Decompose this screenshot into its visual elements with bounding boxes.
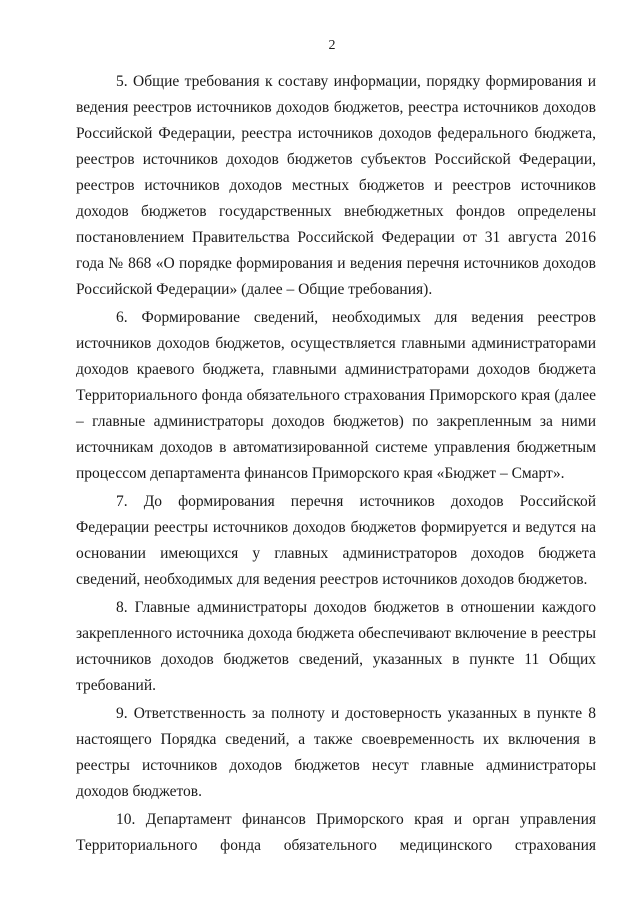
- paragraph-7: 7. До формирования перечня источников доходов Российской Федерации реестры источников доходов бюджетов формируется и ведутся на основании имеющихся у главных администраторов доходов бюджета сведений, необходимых для ведения реестров источников доходов бюджетов.: [76, 493, 596, 588]
- paragraph-10: 10. Департамент финансов Приморского края и орган управления Территориального фонда обязательного медицинского страхования: [76, 811, 596, 854]
- paragraph-8: 8. Главные администраторы доходов бюджетов в отношении каждого закрепленного источника дохода бюджета обеспечивают включение в реестры источников доходов бюджетов сведений, указанных в пункте 11 Общих требований.: [76, 599, 596, 694]
- paragraph-6: 6. Формирование сведений, необходимых для ведения реестров источников доходов бюджетов, осуществляется главными администраторами доходов краевого бюджета, главными администраторами доходов бюджета Территориального фонда обязательного страхования Приморского края (далее – главные администраторы доходов бюджетов) по закрепленным за ними источникам доходов в автоматизированной системе управления бюджетным процессом департамента финансов Приморского края «Бюджет – Смарт».: [76, 309, 596, 482]
- paragraph-9: 9. Ответственность за полноту и достоверность указанных в пункте 8 настоящего Порядка сведений, а также своевременность их включения в реестры источников доходов бюджетов несут главные администраторы доходов бюджетов.: [76, 705, 596, 800]
- document-body: [76, 69, 596, 859]
- paragraph-5: 5. Общие требования к составу информации, порядку формирования и ведения реестров источников доходов бюджетов, реестра источников доходов Российской Федерации, реестра источников доходов федерального бюджета, реестров источников доходов бюджетов субъектов Российской Федерации, реестров источников доходов местных бюджетов и реестров источников доходов бюджетов государственных внебюджетных фондов определены постановлением Правительства Российской Федерации от 31 августа 2016 года № 868 «О порядке формирования и ведения перечня источников доходов Российской Федерации» (далее – Общие требования).: [76, 73, 596, 298]
- page-number: 2: [328, 38, 336, 53]
